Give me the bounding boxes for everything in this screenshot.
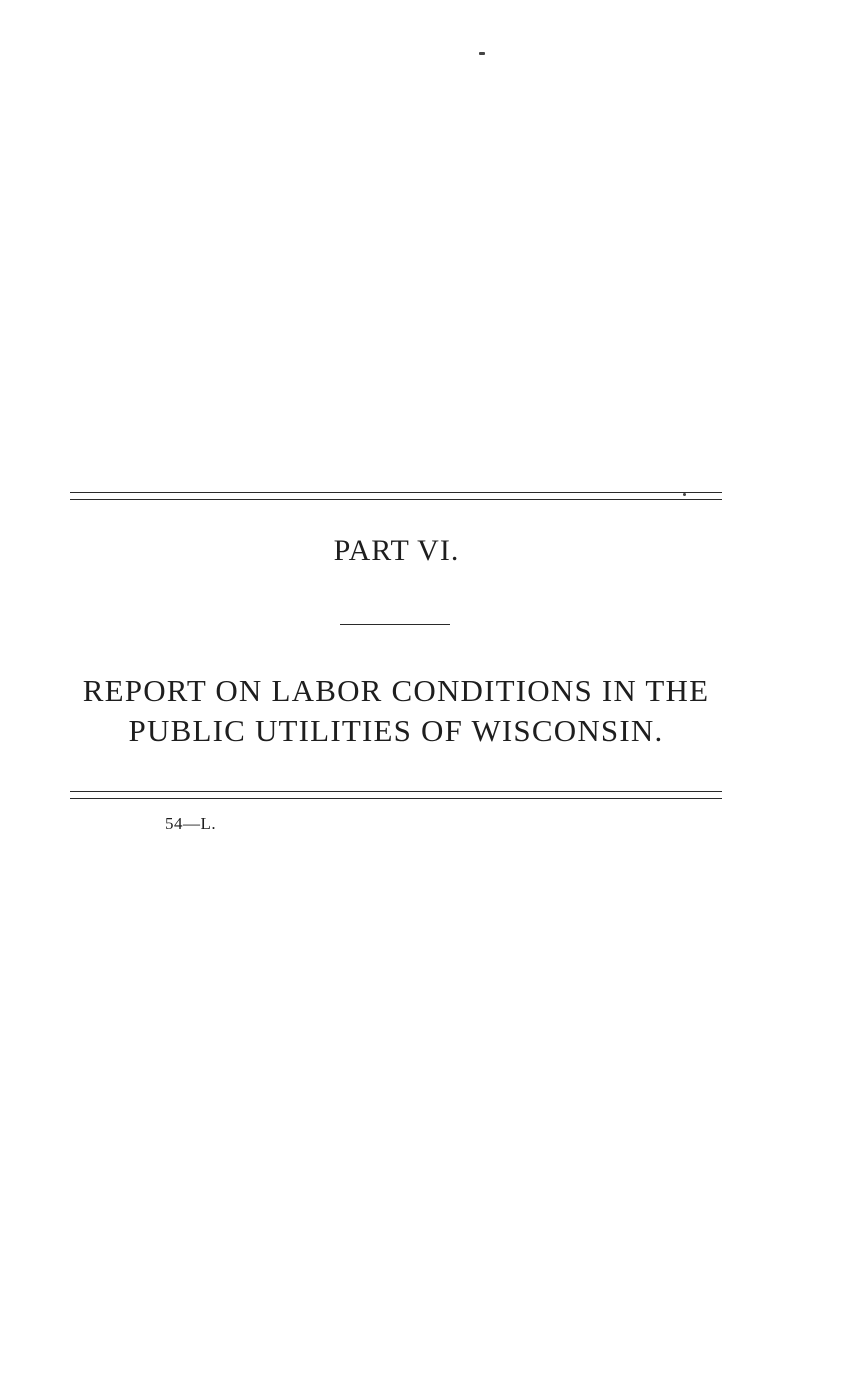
part-heading: PART VI. <box>333 534 460 567</box>
rule-line <box>70 798 722 799</box>
rule-line <box>70 499 722 500</box>
short-divider-rule <box>340 624 450 625</box>
print-speck <box>479 52 485 55</box>
report-title <box>66 671 726 751</box>
report-title-line-1: REPORT ON LABOR CONDITIONS IN THE <box>82 673 710 708</box>
top-double-rule <box>70 492 722 501</box>
rule-line <box>70 492 722 493</box>
report-title-line-2: PUBLIC UTILITIES OF WISCONSIN. <box>128 713 664 748</box>
signature-mark: 54—L. <box>165 814 217 833</box>
bottom-double-rule <box>70 791 722 800</box>
rule-line <box>70 791 722 792</box>
